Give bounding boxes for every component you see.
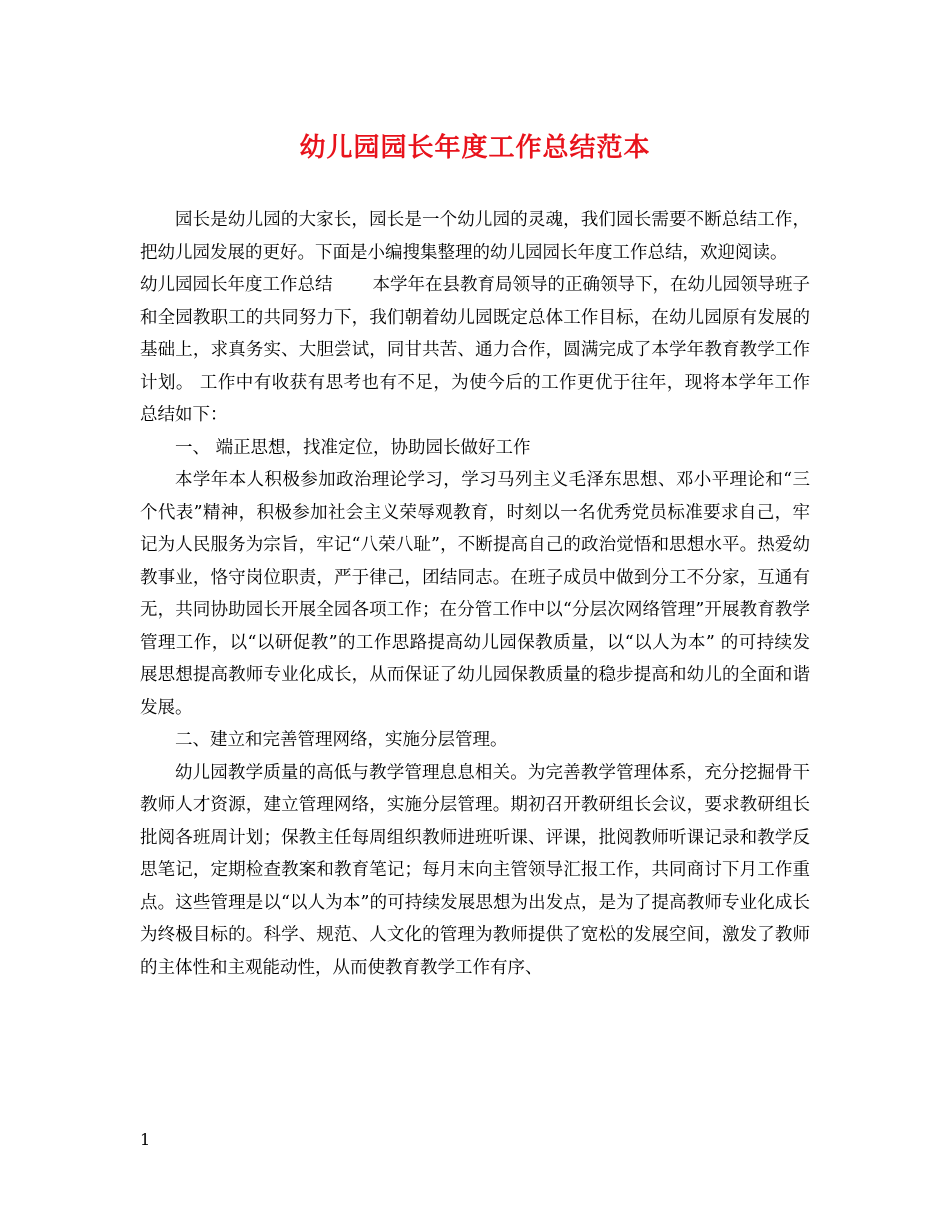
document-body bbox=[140, 204, 810, 984]
section-one-heading: 一、 端正思想，找准定位，协助园长做好工作 bbox=[175, 437, 531, 458]
summary-text: 本学年在县教育局领导的正确领导下，在幼儿园领导班子和全园教职工的共同努力下，我们朝着幼儿园既定总体工作目标，在幼儿园原有发展的基础上，求真务实、大胆尝试，同甘共苦、通力合作，圆满完成了本学年教育教学工作计划。 工作中有收获有思考也有不足，为使今后的工作更优于往年，现将本学年工作总结如下： bbox=[140, 275, 810, 425]
section-two-heading: 二、建立和完善管理网络，实施分层管理。 bbox=[175, 730, 508, 750]
section-one-paragraph: 本学年本人积极参加政治理论学习，学习马列主义毛泽东思想、邓小平理论和“三个代表”精神，积极参加社会主义荣辱观教育，时刻以一名优秀党员标准要求自己，牢记为人民服务为宗旨，牢记“八荣八耻”，不断提高自己的政治觉悟和思想水平。热爱幼教事业，恪守岗位职责，严于律己，团结同志。在班子成员中做到分工不分家，互通有无，共同协助园长开展全园各项工作；在分管工作中以“分层次网络管理”开展教育教学管理工作，以“以研促教”的工作思路提高幼儿园保教质量，以“以人为本” 的可持续发展思想提高教师专业化成长，从而保证了幼儿园保教质量的稳步提高和幼儿的全面和谐发展。 bbox=[140, 470, 810, 718]
document-title: 幼儿园园长年度工作总结范本 bbox=[299, 133, 651, 163]
section-two-paragraph: 幼儿园教学质量的高低与教学管理息息相关。为完善教学管理体系，充分挖掘骨干教师人才资源，建立管理网络，实施分层管理。期初召开教研组长会议，要求教研组长批阅各班周计划；保教主任每周组织教师进班听课、评课，批阅教师听课记录和教学反思笔记，定期检查教案和教育笔记；每月末向主管领导汇报工作，共同商讨下月工作重点。这些管理是以“以人为本”的可持续发展思想为出发点，是为了提高教师专业化成长为终极目标的。科学、规范、人文化的管理为教师提供了宽松的发展空间，激发了教师的主体性和主观能动性，从而使教育教学工作有序、 bbox=[140, 762, 810, 978]
intro-paragraph: 园长是幼儿园的大家长，园长是一个幼儿园的灵魂，我们园长需要不断总结工作，把幼儿园发展的更好。下面是小编搜集整理的幼儿园园长年度工作总结，欢迎阅读。 bbox=[140, 210, 810, 263]
summary-heading: 幼儿园园长年度工作总结 bbox=[140, 275, 333, 295]
page-number: 1 bbox=[140, 1130, 151, 1149]
summary-paragraph bbox=[140, 269, 810, 432]
